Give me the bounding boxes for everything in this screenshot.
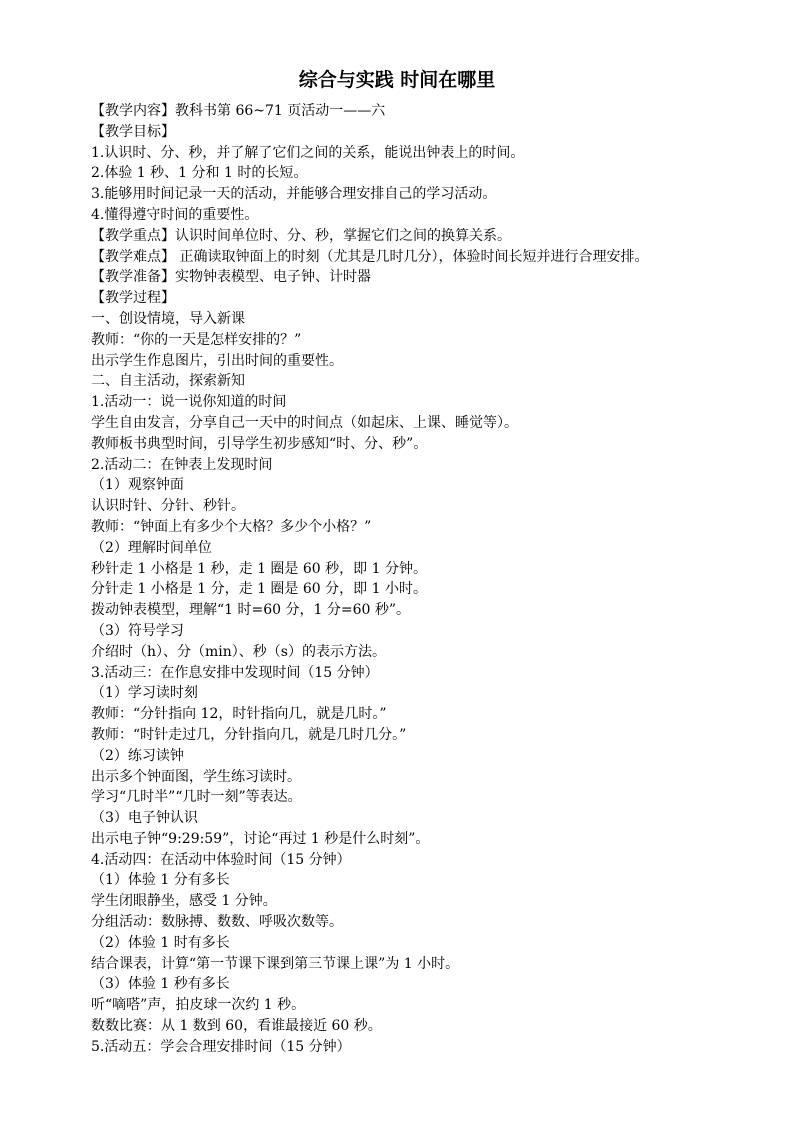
content-line: 教师：“时针走过几，分针指向几，就是几时几分。” [91, 726, 407, 743]
content-line: 结合课表，计算“第一节课下课到第三节课上课”为 1 小时。 [91, 955, 460, 972]
content-line: 拨动钟表模型，理解“1 时=60 分，1 分=60 秒”。 [91, 602, 411, 619]
content-line: 教师：“分针指向 12，时针指向几，就是几时。” [91, 706, 387, 723]
sub-heading: （1）学习读时刻 [91, 685, 198, 702]
objective-item: 2.体验 1 秒、1 分和 1 时的长短。 [91, 165, 308, 182]
content-line: 教师：“钟面上有多少个大格？多少个小格？” [91, 518, 372, 535]
sub-heading: （2）练习读钟 [91, 747, 184, 764]
content-line: 学生自由发言，分享自己一天中的时间点（如起床、上课、睡觉等）。 [91, 414, 518, 431]
content-line: 出示电子钟“9:29:59”，讨论“再过 1 秒是什么时刻”。 [91, 830, 430, 847]
content-line: 听“嘀嗒”声，拍皮球一次约 1 秒。 [91, 997, 306, 1014]
process-step: 一、创设情境，导入新课 [91, 310, 245, 327]
sub-heading: （1）观察钟面 [91, 477, 184, 494]
activity-heading: 3.活动三：在作息安排中发现时间（15 分钟） [91, 664, 379, 681]
content-line: 出示多个钟面图，学生练习读时。 [91, 768, 301, 785]
content-line: 秒针走 1 小格是 1 秒，走 1 圈是 60 秒，即 1 分钟。 [91, 560, 427, 577]
sub-heading: （2）体验 1 时有多长 [91, 934, 230, 951]
content-line: 学生闭眼静坐，感受 1 分钟。 [91, 893, 277, 910]
activity-heading: 2.活动二：在钟表上发现时间 [91, 456, 273, 473]
content-line: 学习“几时半”“几时一刻”等表达。 [91, 789, 302, 806]
section-heading: 【教学目标】 [91, 123, 175, 140]
objective-item: 3.能够用时间记录一天的活动，并能够合理安排自己的学习活动。 [91, 186, 497, 203]
document-title: 综合与实践 时间在哪里 [298, 69, 496, 91]
content-line: 数数比赛：从 1 数到 60，看谁最接近 60 秒。 [91, 1018, 382, 1035]
sub-heading: （3）体验 1 秒有多长 [91, 976, 230, 993]
key-point-line: 【教学重点】认识时间单位时、分、秒，掌握它们之间的换算关系。 [91, 227, 511, 244]
sub-heading: （2）理解时间单位 [91, 539, 212, 556]
activity-heading: 1.活动一：说一说你知道的时间 [91, 394, 287, 411]
objective-item: 4.懂得遵守时间的重要性。 [91, 206, 259, 223]
sub-heading: （3）符号学习 [91, 622, 184, 639]
content-line: 分针走 1 小格是 1 分，走 1 圈是 60 分，即 1 小时。 [91, 581, 427, 598]
difficulty-line: 【教学难点】 正确读取钟面上的时刻（尤其是几时几分），体验时间长短并进行合理安排。 [91, 248, 649, 265]
sub-heading: （3）电子钟认识 [91, 810, 198, 827]
content-line: 介绍时（h）、分（min）、秒（s）的表示方法。 [91, 643, 386, 660]
content-line: 教师板书典型时间，引导学生初步感知“时、分、秒”。 [91, 435, 428, 452]
process-step: 二、自主活动，探索新知 [91, 373, 245, 390]
preparation-line: 【教学准备】实物钟表模型、电子钟、计时器 [91, 269, 371, 286]
objective-item: 1.认识时、分、秒，并了解了它们之间的关系，能说出钟表上的时间。 [91, 144, 525, 161]
content-line: 出示学生作息图片，引出时间的重要性。 [91, 352, 343, 369]
sub-heading: （1）体验 1 分有多长 [91, 872, 230, 889]
content-line: 教师：“你的一天是怎样安排的？” [91, 331, 302, 348]
content-line: 认识时针、分针、秒针。 [91, 498, 245, 515]
content-line: 【教学内容】教科书第 66~71 页活动一——六 [91, 103, 386, 119]
content-line: 分组活动：数脉搏、数数、呼吸次数等。 [91, 914, 343, 931]
section-heading: 【教学过程】 [91, 290, 175, 307]
activity-heading: 5.活动五：学会合理安排时间（15 分钟） [91, 1038, 351, 1055]
document-body [91, 101, 771, 1058]
activity-heading: 4.活动四：在活动中体验时间（15 分钟） [91, 851, 351, 868]
